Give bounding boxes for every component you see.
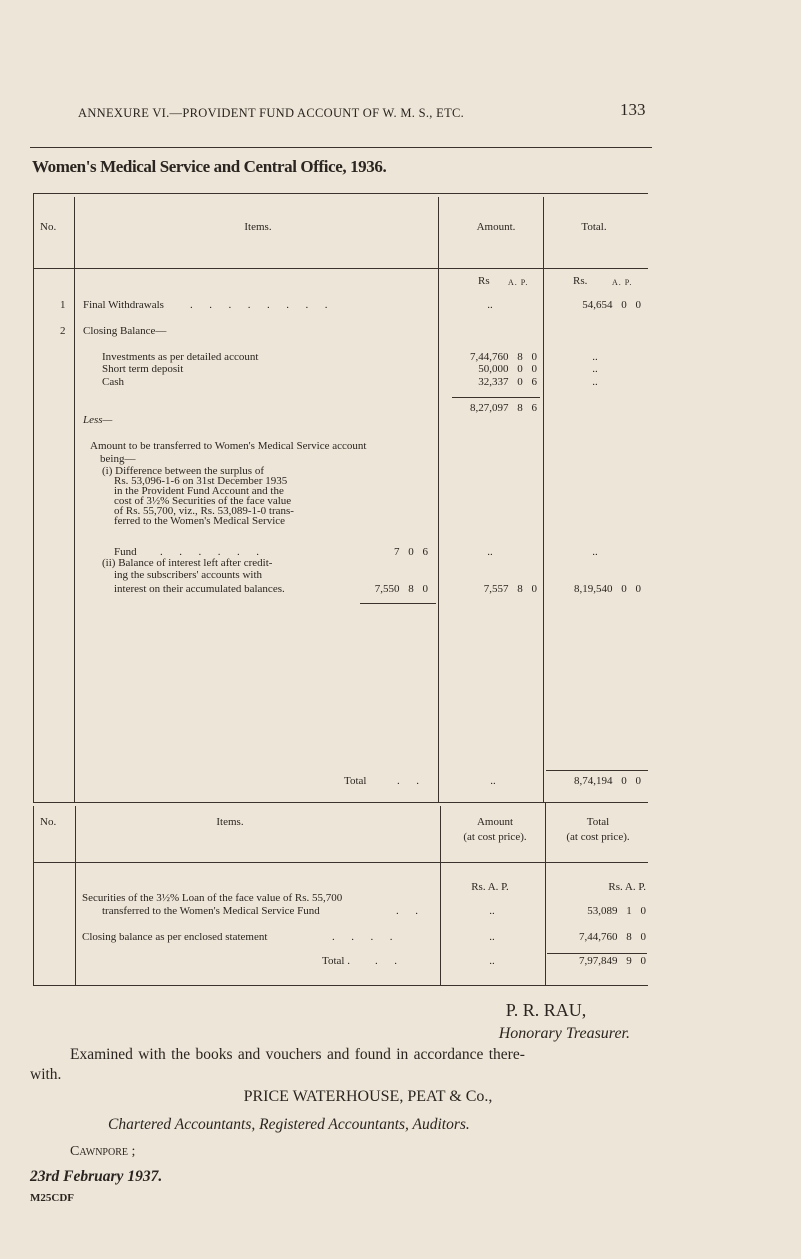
column-divider — [75, 806, 76, 985]
row-amount: .. — [489, 931, 495, 943]
row-total: .. — [592, 376, 598, 388]
column-divider — [545, 802, 546, 985]
leader-dots: . . . . . . — [160, 546, 259, 558]
column-divider — [438, 197, 439, 802]
item-ii-line: ing the subscribers' accounts with — [114, 569, 263, 581]
header-amount: Amount — [476, 816, 514, 828]
row-amount: 50,000 0 0 — [478, 363, 537, 375]
row-total: 54,654 0 0 — [582, 299, 641, 311]
total-amount: .. — [490, 775, 496, 787]
header-total: Total — [586, 816, 610, 828]
certification-text: Examined with the books and vouchers and found in accordance there- — [70, 1046, 525, 1063]
date: 23rd February 1937. — [30, 1168, 163, 1185]
leader-dots: . . — [375, 955, 397, 967]
row-amount: .. — [489, 905, 495, 917]
row-amount: 32,337 0 6 — [478, 376, 537, 388]
subtotal-amount: 8,27,097 8 6 — [470, 402, 537, 414]
header-total-sub: (at cost price). — [566, 831, 630, 843]
item-i-line: ferred to the Women's Medical Service — [114, 515, 286, 527]
header-amount: Amount. — [476, 221, 516, 233]
leader-dots: . . . . . . . . — [190, 299, 328, 311]
row-item: Investments as per detailed account — [102, 351, 259, 363]
running-head: ANNEXURE VI.—PROVIDENT FUND ACCOUNT OF W. M. S., ETC. — [78, 106, 465, 120]
signatory-name: P. R. RAU, — [505, 1000, 587, 1020]
signatory-title: Honorary Treasurer. — [498, 1025, 630, 1042]
table-bottom-rule — [33, 985, 648, 986]
row-total: 53,089 1 0 — [587, 905, 646, 917]
column-divider — [440, 806, 441, 985]
sum-rule — [360, 603, 436, 604]
row-item: Cash — [102, 376, 124, 388]
row-number: 1 — [60, 299, 66, 311]
total-amount: .. — [489, 955, 495, 967]
item-i-line: cost of 3½% Securities of the face value — [114, 495, 292, 507]
row-item: Final Withdrawals — [83, 299, 164, 311]
header-items: Items. — [216, 816, 244, 828]
header-items: Items. — [244, 221, 272, 233]
certification-text-cont: with. — [30, 1066, 62, 1083]
row-amount: .. — [487, 299, 493, 311]
item-i-line: of Rs. 55,700, viz., Rs. 53,089-1-0 trans- — [114, 505, 294, 517]
item-i-line: in the Provident Fund Account and the — [114, 485, 284, 497]
grand-total: 7,97,849 9 0 — [579, 955, 646, 967]
row-total: .. — [592, 363, 598, 375]
item-i-value: 7 0 6 — [394, 546, 428, 558]
row-item: transferred to the Women's Medical Service Fund — [102, 905, 320, 917]
row-item: Closing balance as per enclosed statement — [82, 931, 268, 943]
header-no: No. — [40, 221, 57, 233]
leader-dots: . . — [397, 775, 419, 787]
auditor-title: Chartered Accountants, Registered Accountants, Auditors. — [108, 1116, 470, 1133]
total-label: Total — [344, 775, 367, 787]
less-amount: 7,557 8 0 — [483, 583, 537, 595]
unit-rs: Rs — [478, 275, 490, 287]
item-i-amount: .. — [487, 546, 493, 558]
row-total: 7,44,760 8 0 — [579, 931, 646, 943]
header-total: Total. — [581, 221, 607, 233]
table-top-rule — [33, 193, 648, 194]
row-amount: 7,44,760 8 0 — [470, 351, 537, 363]
column-divider — [74, 197, 75, 802]
unit-total: Rs. A. P. — [608, 881, 646, 893]
leader-dots: . . . . — [332, 931, 393, 943]
rule — [30, 147, 652, 148]
row-item: Closing Balance— — [83, 325, 167, 337]
column-divider — [33, 193, 34, 802]
unit-ap-total: A. P. — [612, 278, 633, 287]
item-i-total: .. — [592, 546, 598, 558]
print-code: M25CDF — [30, 1192, 74, 1204]
item-ii-line: interest on their accumulated balances. — [114, 583, 285, 595]
grand-total: 8,74,194 0 0 — [574, 775, 641, 787]
auditor-name: PRICE WATERHOUSE, PEAT & Co., — [243, 1088, 493, 1105]
leader-dots: . . — [396, 905, 418, 917]
table-bottom-rule — [33, 802, 648, 803]
less-total: 8,19,540 0 0 — [574, 583, 641, 595]
unit-amount: Rs. A. P. — [471, 881, 509, 893]
row-number: 2 — [60, 325, 66, 337]
header-no: No. — [40, 816, 57, 828]
page-number: 133 — [620, 100, 646, 119]
item-i-line: (i) Difference between the surplus of — [102, 465, 264, 477]
transfer-line: being— — [100, 453, 136, 465]
page-title: Women's Medical Service and Central Office, 1936. — [32, 157, 387, 176]
column-divider — [543, 197, 544, 802]
unit-rs-total: Rs. — [573, 275, 588, 287]
sum-rule — [547, 953, 647, 954]
header-amount-sub: (at cost price). — [463, 831, 527, 843]
sum-rule — [452, 397, 540, 398]
row-item: Short term deposit — [102, 363, 184, 375]
item-ii-value: 7,550 8 0 — [374, 583, 428, 595]
item-i-line: Fund — [114, 546, 137, 558]
less-label: Less— — [83, 414, 113, 426]
header-rule — [33, 862, 648, 863]
total-label: Total . — [322, 955, 350, 967]
row-item: Securities of the 3½% Loan of the face value of Rs. 55,700 — [82, 892, 343, 904]
transfer-line: Amount to be transferred to Women's Medical Service account — [90, 440, 367, 452]
item-i-line: Rs. 53,096-1-6 on 31st December 1935 — [114, 475, 288, 487]
place: Cawnpore ; — [70, 1144, 136, 1159]
header-rule — [33, 268, 648, 269]
row-total: .. — [592, 351, 598, 363]
sum-rule — [546, 770, 648, 771]
item-ii-line: (ii) Balance of interest left after credit- — [102, 557, 273, 569]
unit-ap: A. P. — [508, 278, 529, 287]
column-divider — [33, 806, 34, 985]
